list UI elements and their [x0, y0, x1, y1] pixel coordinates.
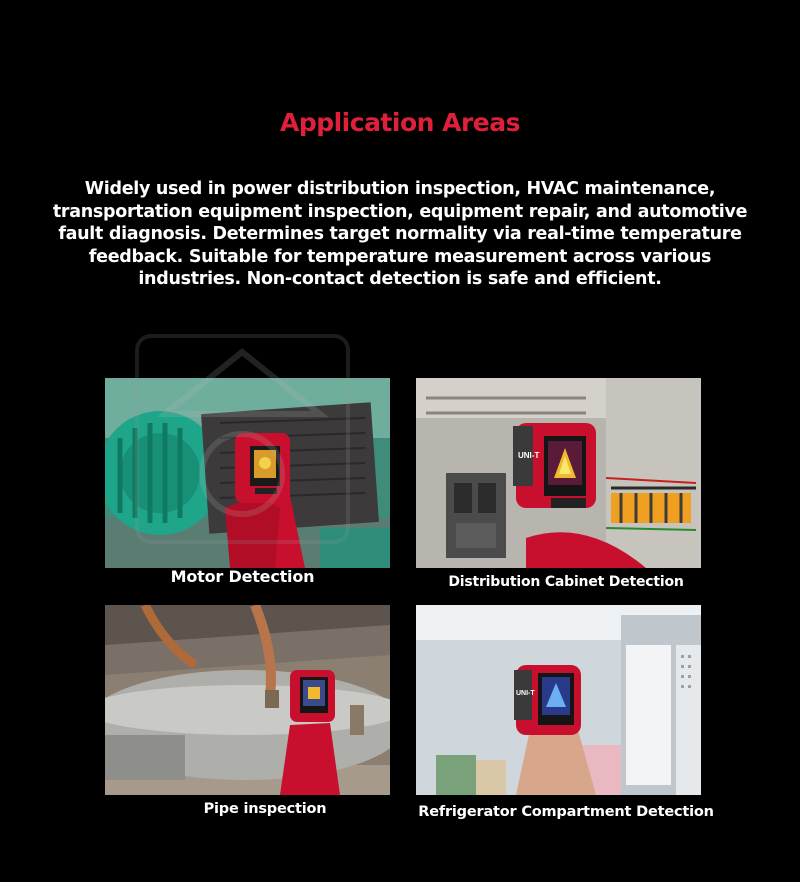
caption-pipe-inspection: Pipe inspection: [203, 801, 327, 817]
description-line: industries. Non-contact detection is safe and efficient.: [138, 269, 662, 289]
svg-text:UNI-T: UNI-T: [518, 451, 540, 460]
description-line: transportation equipment inspection, equipment repair, and automotive: [52, 201, 748, 222]
description: [36, 178, 764, 291]
svg-text:UNI-T: UNI-T: [516, 690, 535, 697]
motor-detection-photo: [105, 378, 390, 568]
caption-motor-detection: Motor Detection: [170, 567, 315, 586]
page-title: Application Areas: [279, 108, 521, 137]
description-line: Widely used in power distribution inspection, HVAC maintenance,: [84, 179, 716, 199]
refrigerator-photo: [416, 605, 701, 795]
description-line: fault diagnosis. Determines target normality via real-time temperature: [58, 224, 742, 244]
distribution-cabinet-photo: [416, 378, 701, 568]
caption-distribution-cabinet: Distribution Cabinet Detection: [448, 574, 684, 590]
description-line: feedback. Suitable for temperature measurement across various: [88, 246, 712, 267]
caption-refrigerator: Refrigerator Compartment Detection: [418, 804, 714, 820]
pipe-inspection-photo: [105, 605, 390, 795]
